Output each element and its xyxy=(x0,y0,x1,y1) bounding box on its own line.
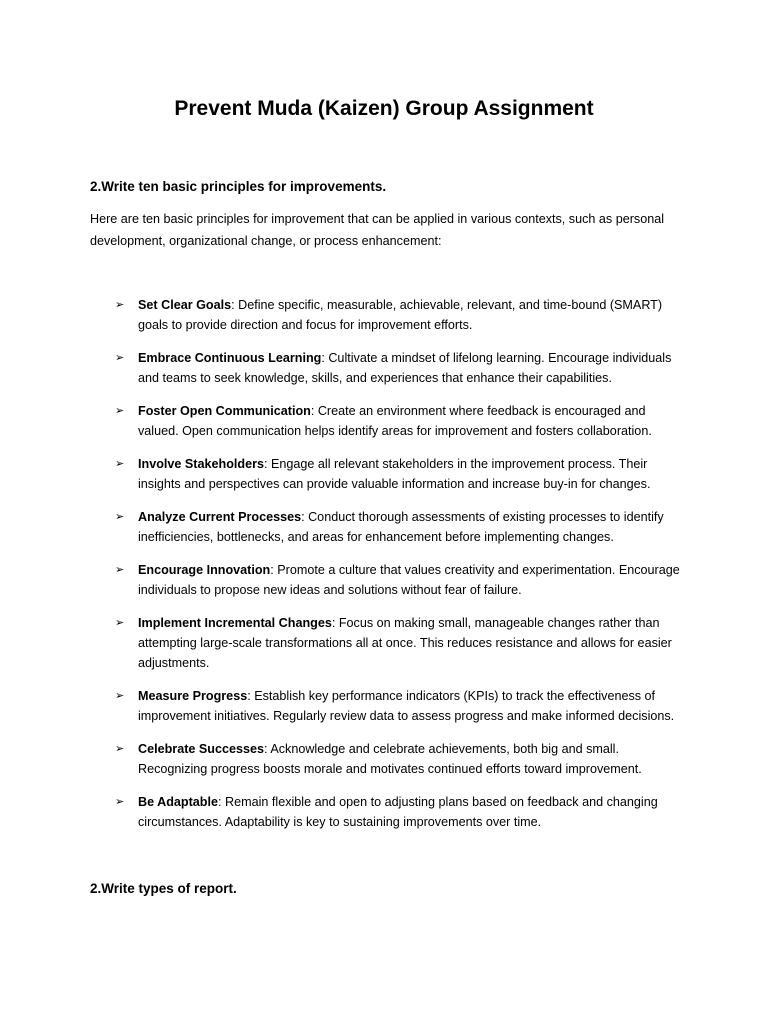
principle-text: : Acknowledge and celebrate achievements, both big and small. Recognizing progress boosts morale and motivates continued efforts toward improvement. xyxy=(138,742,642,776)
arrow-bullet-icon: ➢ xyxy=(115,511,125,523)
document-title: Prevent Muda (Kaizen) Group Assignment xyxy=(174,97,594,120)
list-item xyxy=(0,686,683,726)
principle-text: : Define specific, measurable, achievable, relevant, and time-bound (SMART) goals to provide direction and focus for improvement efforts. xyxy=(138,298,663,332)
principle-term: Encourage Innovation xyxy=(138,563,271,577)
principle-term: Celebrate Successes xyxy=(138,742,265,756)
list-item xyxy=(0,739,683,779)
arrow-bullet-icon: ➢ xyxy=(115,743,125,755)
arrow-bullet-icon: ➢ xyxy=(115,352,125,364)
principle-text: : Cultivate a mindset of lifelong learning. Encourage individuals and teams to seek knowledge, skills, and experiences that enhance their capabilities. xyxy=(138,351,672,385)
section-heading-report-types: 2.Write types of report. xyxy=(90,881,237,896)
arrow-bullet-icon: ➢ xyxy=(115,690,125,702)
list-item xyxy=(0,295,683,335)
principle-term: Set Clear Goals xyxy=(138,298,232,312)
intro-paragraph: Here are ten basic principles for improvement that can be applied in various contexts, such as personal development, organizational change, or process enhancement: xyxy=(90,212,665,248)
arrow-bullet-icon: ➢ xyxy=(115,617,125,629)
section-heading-principles: 2.Write ten basic principles for improvements. xyxy=(90,179,387,194)
principle-text: : Remain flexible and open to adjusting plans based on feedback and changing circumstances. Adaptability is key to sustaining improvements over time. xyxy=(138,795,658,829)
principle-text: : Conduct thorough assessments of existing processes to identify inefficiencies, bottlenecks, and areas for enhancement before implementing changes. xyxy=(138,510,664,544)
principle-term: Be Adaptable xyxy=(138,795,219,809)
arrow-bullet-icon: ➢ xyxy=(115,405,125,417)
arrow-bullet-icon: ➢ xyxy=(115,796,125,808)
list-item xyxy=(0,792,683,832)
list-item xyxy=(0,507,683,547)
principle-text: : Focus on making small, manageable changes rather than attempting large-scale transformations all at once. This reduces resistance and allows for easier adjustments. xyxy=(138,616,672,670)
list-item xyxy=(0,401,683,441)
principle-term: Implement Incremental Changes xyxy=(138,616,332,630)
principle-term: Involve Stakeholders xyxy=(138,457,264,471)
principle-text: : Establish key performance indicators (KPIs) to track the effectiveness of improvement initiatives. Regularly review data to assess progress and make informed decisions. xyxy=(138,689,675,723)
principle-term: Analyze Current Processes xyxy=(138,510,302,524)
arrow-bullet-icon: ➢ xyxy=(115,458,125,470)
principle-text: : Create an environment where feedback is encouraged and valued. Open communication helps identify areas for improvement and fosters collaboration. xyxy=(138,404,652,438)
list-item xyxy=(0,454,683,494)
list-item xyxy=(0,613,683,673)
principle-term: Measure Progress xyxy=(138,689,248,703)
list-item xyxy=(0,560,683,600)
arrow-bullet-icon: ➢ xyxy=(115,564,125,576)
principle-text: : Engage all relevant stakeholders in the improvement process. Their insights and perspectives can provide valuable information and increase buy-in for changes. xyxy=(138,457,651,491)
arrow-bullet-icon: ➢ xyxy=(115,299,125,311)
principle-term: Embrace Continuous Learning xyxy=(138,351,322,365)
list-item xyxy=(0,348,683,388)
principle-term: Foster Open Communication xyxy=(138,404,311,418)
principle-text: : Promote a culture that values creativity and experimentation. Encourage individuals to propose new ideas and solutions without fear of failure. xyxy=(138,563,680,597)
principles-list xyxy=(0,295,768,845)
